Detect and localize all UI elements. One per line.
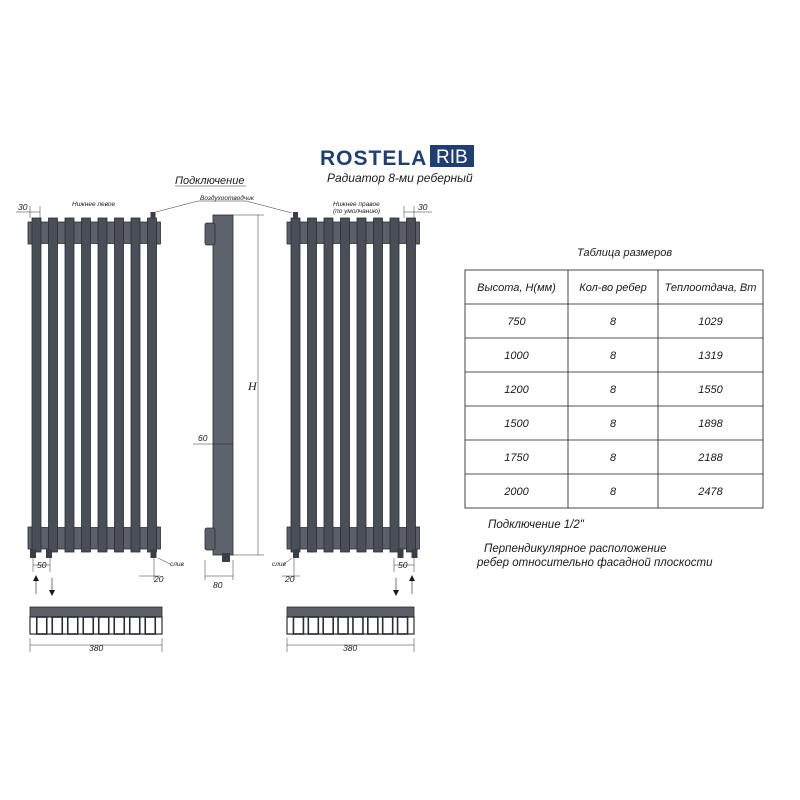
rib — [49, 218, 58, 552]
lower-collector — [287, 527, 420, 549]
dim-bottom-right-pitch: 50 — [398, 560, 408, 570]
rib — [308, 218, 317, 552]
table-cell: 8 — [609, 350, 617, 362]
table-cell: 1898 — [698, 418, 723, 430]
brand-logo — [317, 145, 474, 170]
comb-tooth — [37, 617, 47, 634]
rib — [115, 218, 124, 552]
dim-width-right: 380 — [343, 643, 358, 653]
comb-tooth — [130, 617, 140, 634]
radiator-front-left — [28, 212, 161, 558]
bottom-left-label: Нижнее левое — [72, 201, 116, 208]
rib — [357, 218, 366, 552]
radiator-front-right — [287, 212, 420, 558]
table-header-cell: Высота, H(мм) — [477, 282, 556, 294]
table-cell: 1000 — [504, 350, 529, 362]
table-cell: 8 — [609, 384, 617, 396]
rib-gap — [42, 244, 49, 527]
comb-tooth — [68, 617, 78, 634]
logo-suffix: RIB — [436, 147, 468, 168]
flow-arrows-left — [33, 575, 55, 596]
comb-tooth — [308, 617, 318, 634]
comb-tooth — [99, 617, 109, 634]
table-cell: 8 — [609, 452, 617, 464]
rib — [390, 218, 399, 552]
rib — [65, 218, 74, 552]
dim-bottom-left-offset: 20 — [154, 574, 164, 584]
upper-collector — [287, 222, 420, 244]
rib-gap — [334, 244, 341, 527]
rib-gap — [317, 244, 324, 527]
radiator-side-view — [193, 215, 264, 590]
table-cell: 1029 — [698, 316, 723, 328]
dim-side-width: 60 — [198, 433, 208, 443]
comb-tooth — [52, 617, 62, 634]
drain-right-label: слив — [272, 561, 286, 568]
dim-width-left: 380 — [89, 643, 104, 653]
note-perp-line1: Перпендикулярное расположение — [484, 543, 667, 555]
comb-tooth — [368, 617, 378, 634]
pipe-stub — [30, 549, 36, 558]
comb-tooth — [83, 617, 93, 634]
table-cell: 8 — [609, 486, 617, 498]
rib — [98, 218, 107, 552]
table-title: Таблица размеров — [577, 247, 673, 259]
note-connection-size: Подключение 1/2" — [488, 519, 584, 531]
rib — [291, 218, 300, 552]
rib-gap — [108, 244, 115, 527]
air-vent — [151, 212, 156, 219]
comb-tooth — [293, 617, 303, 634]
rib-gap — [75, 244, 82, 527]
comb-tooth — [114, 617, 124, 634]
dim-bottom-right-offset: 20 — [285, 574, 295, 584]
drain-left-label: слив — [170, 561, 184, 568]
table-cell: 2188 — [698, 452, 723, 464]
connection-title: Подключение — [175, 175, 245, 187]
rib-gap — [301, 244, 308, 527]
bottom-right-label-2: (по умолчанию) — [333, 208, 381, 215]
subtitle: Радиатор 8-ми реберный — [327, 171, 473, 185]
table-header-cell: Теплоотдача, Вт — [664, 282, 757, 294]
rib-gap — [91, 244, 98, 527]
comb-frame — [287, 617, 414, 634]
comb-tooth — [383, 617, 393, 634]
rib — [407, 218, 416, 552]
top-view-right — [287, 607, 414, 634]
pipe-stub — [151, 549, 157, 558]
rib-gap — [124, 244, 131, 527]
comb-frame — [30, 617, 162, 634]
dim-bottom-left-pitch: 50 — [37, 560, 47, 570]
rib-gap — [58, 244, 65, 527]
top-view-left — [30, 607, 162, 634]
rib — [324, 218, 333, 552]
rib-gap — [141, 244, 148, 527]
lower-collector — [28, 527, 161, 549]
rib-gap — [367, 244, 374, 527]
pipe-stub — [293, 549, 299, 558]
flow-arrows-right — [393, 575, 415, 596]
rib — [341, 218, 350, 552]
upper-collector — [28, 222, 161, 244]
rib-gap — [400, 244, 407, 527]
comb-tooth — [338, 617, 348, 634]
pipe-stub — [46, 549, 52, 558]
rib-gap — [383, 244, 390, 527]
table-cell: 8 — [609, 418, 617, 430]
note-perp-line2: ребер относительно фасадной плоскости — [477, 557, 713, 569]
table-cell: 2478 — [698, 486, 723, 498]
dim-top-left: 30 — [18, 202, 28, 212]
air-vent-label: Воздухоотводчик — [200, 195, 254, 202]
logo-brand: ROSTELA — [320, 147, 428, 170]
comb-tooth — [398, 617, 408, 634]
dim-height: H — [248, 379, 257, 393]
rib — [374, 218, 383, 552]
table-cell: 1200 — [504, 384, 529, 396]
comb-tooth — [353, 617, 363, 634]
air-vent — [293, 212, 298, 219]
pipe-stub — [398, 549, 404, 558]
rib — [148, 218, 157, 552]
table-cell: 1750 — [504, 452, 529, 464]
rib — [32, 218, 41, 552]
bottom-right-label-1: Нижнее правое — [333, 201, 380, 208]
size-table — [465, 270, 763, 508]
table-cell: 2000 — [504, 486, 529, 498]
table-cell: 1550 — [698, 384, 723, 396]
rib — [82, 218, 91, 552]
rib-gap — [350, 244, 357, 527]
table-cell: 1500 — [504, 418, 529, 430]
table-cell: 1319 — [698, 350, 723, 362]
comb-bar — [30, 607, 162, 617]
pipe-stub — [412, 549, 418, 558]
rib — [131, 218, 140, 552]
dim-side-depth: 80 — [213, 580, 223, 590]
table-cell: 750 — [507, 316, 526, 328]
table-header-cell: Кол-во ребер — [579, 282, 647, 294]
table-cell: 8 — [609, 316, 617, 328]
comb-bar — [287, 607, 414, 617]
comb-tooth — [145, 617, 155, 634]
dim-top-right: 30 — [418, 202, 428, 212]
comb-tooth — [323, 617, 333, 634]
